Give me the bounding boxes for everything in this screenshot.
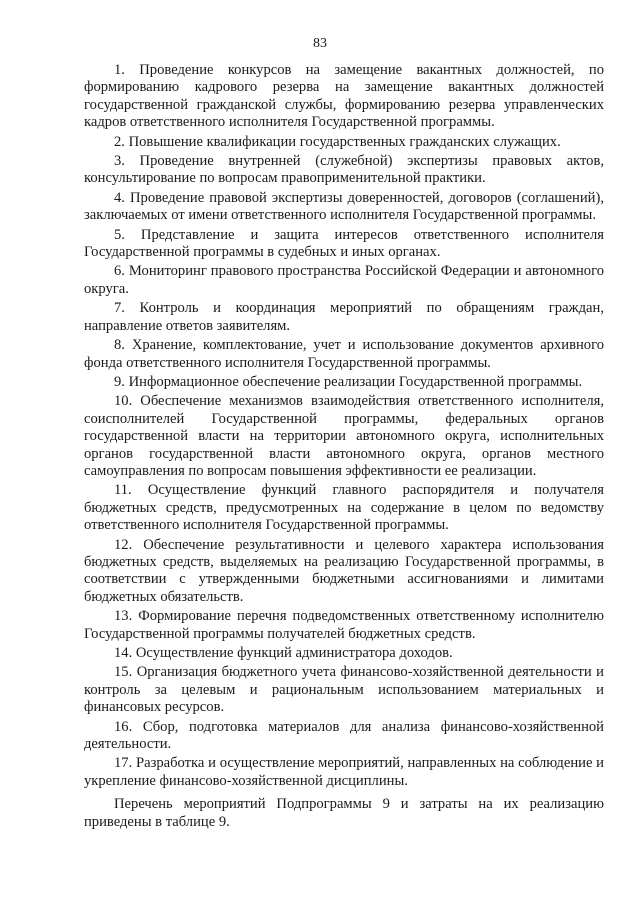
paragraph-15: 15. Организация бюджетного учета финансово-хозяйственной деятельности и контроль за целевым и рациональным использованием материальных и финансовых ресурсов.: [84, 664, 604, 716]
paragraph-11: 11. Осуществление функций главного распорядителя и получателя бюджетных средств, предусмотренных на содержание в целом по ведомству ответственного исполнителя Государственной программы.: [84, 482, 604, 534]
closing-paragraph: Перечень мероприятий Подпрограммы 9 и затраты на их реализацию приведены в таблице 9.: [84, 796, 604, 830]
paragraph-17: 17. Разработка и осуществление мероприятий, направленных на соблюдение и укрепление финансово-хозяйственной дисциплины.: [84, 755, 604, 789]
paragraph-12: 12. Обеспечение результативности и целевого характера использования бюджетных средств, выделяемых на реализацию Государственной программы, в соответствии с утвержденными бюджетными ассигнованиями и лимитами бюджетных обязательств.: [84, 536, 604, 605]
document-body: [84, 62, 604, 833]
paragraph-6: 6. Мониторинг правового пространства Российской Федерации и автономного округа.: [84, 263, 604, 297]
paragraph-7: 7. Контроль и координация мероприятий по обращениям граждан, направление ответов заявителям.: [84, 300, 604, 334]
paragraph-14: 14. Осуществление функций администратора доходов.: [114, 645, 453, 661]
paragraph-4: 4. Проведение правовой экспертизы доверенностей, договоров (соглашений), заключаемых от имени ответственного исполнителя Государственной программы.: [84, 189, 604, 224]
paragraph-13: 13. Формирование перечня подведомственных ответственному исполнителю Государственной программы получателей бюджетных средств.: [84, 608, 604, 642]
paragraph-10: 10. Обеспечение механизмов взаимодействия ответственного исполнителя, соисполнителей Государственной программы, федеральных органов государственной власти на территории автономного округа, исполнительных органов государственной власти автономного округа, органов местного самоуправления по вопросам повышения эффективности ее реализации.: [84, 393, 604, 479]
paragraph-2: 2. Повышение квалификации государственных гражданских служащих.: [114, 133, 561, 150]
paragraph-9: 9. Информационное обеспечение реализации Государственной программы.: [114, 373, 583, 390]
paragraph-1: 1. Проведение конкурсов на замещение вакантных должностей, по формированию кадрового резерва на замещение вакантных должностей государственной гражданской службы, формированию резерва управленческих кадров ответственного исполнителя Государственной программы.: [84, 62, 604, 131]
paragraph-8: 8. Хранение, комплектование, учет и использование документов архивного фонда ответственного исполнителя Государственной программы.: [84, 337, 604, 371]
paragraph-16: 16. Сбор, подготовка материалов для анализа финансово-хозяйственной деятельности.: [84, 718, 604, 753]
paragraph-5: 5. Представление и защита интересов ответственного исполнителя Государственной программы в судебных и иных органах.: [84, 226, 604, 261]
page-number: 83: [313, 36, 327, 51]
paragraph-3: 3. Проведение внутренней (служебной) экспертизы правовых актов, консультирование по вопросам правоприменительной практики.: [84, 153, 604, 187]
